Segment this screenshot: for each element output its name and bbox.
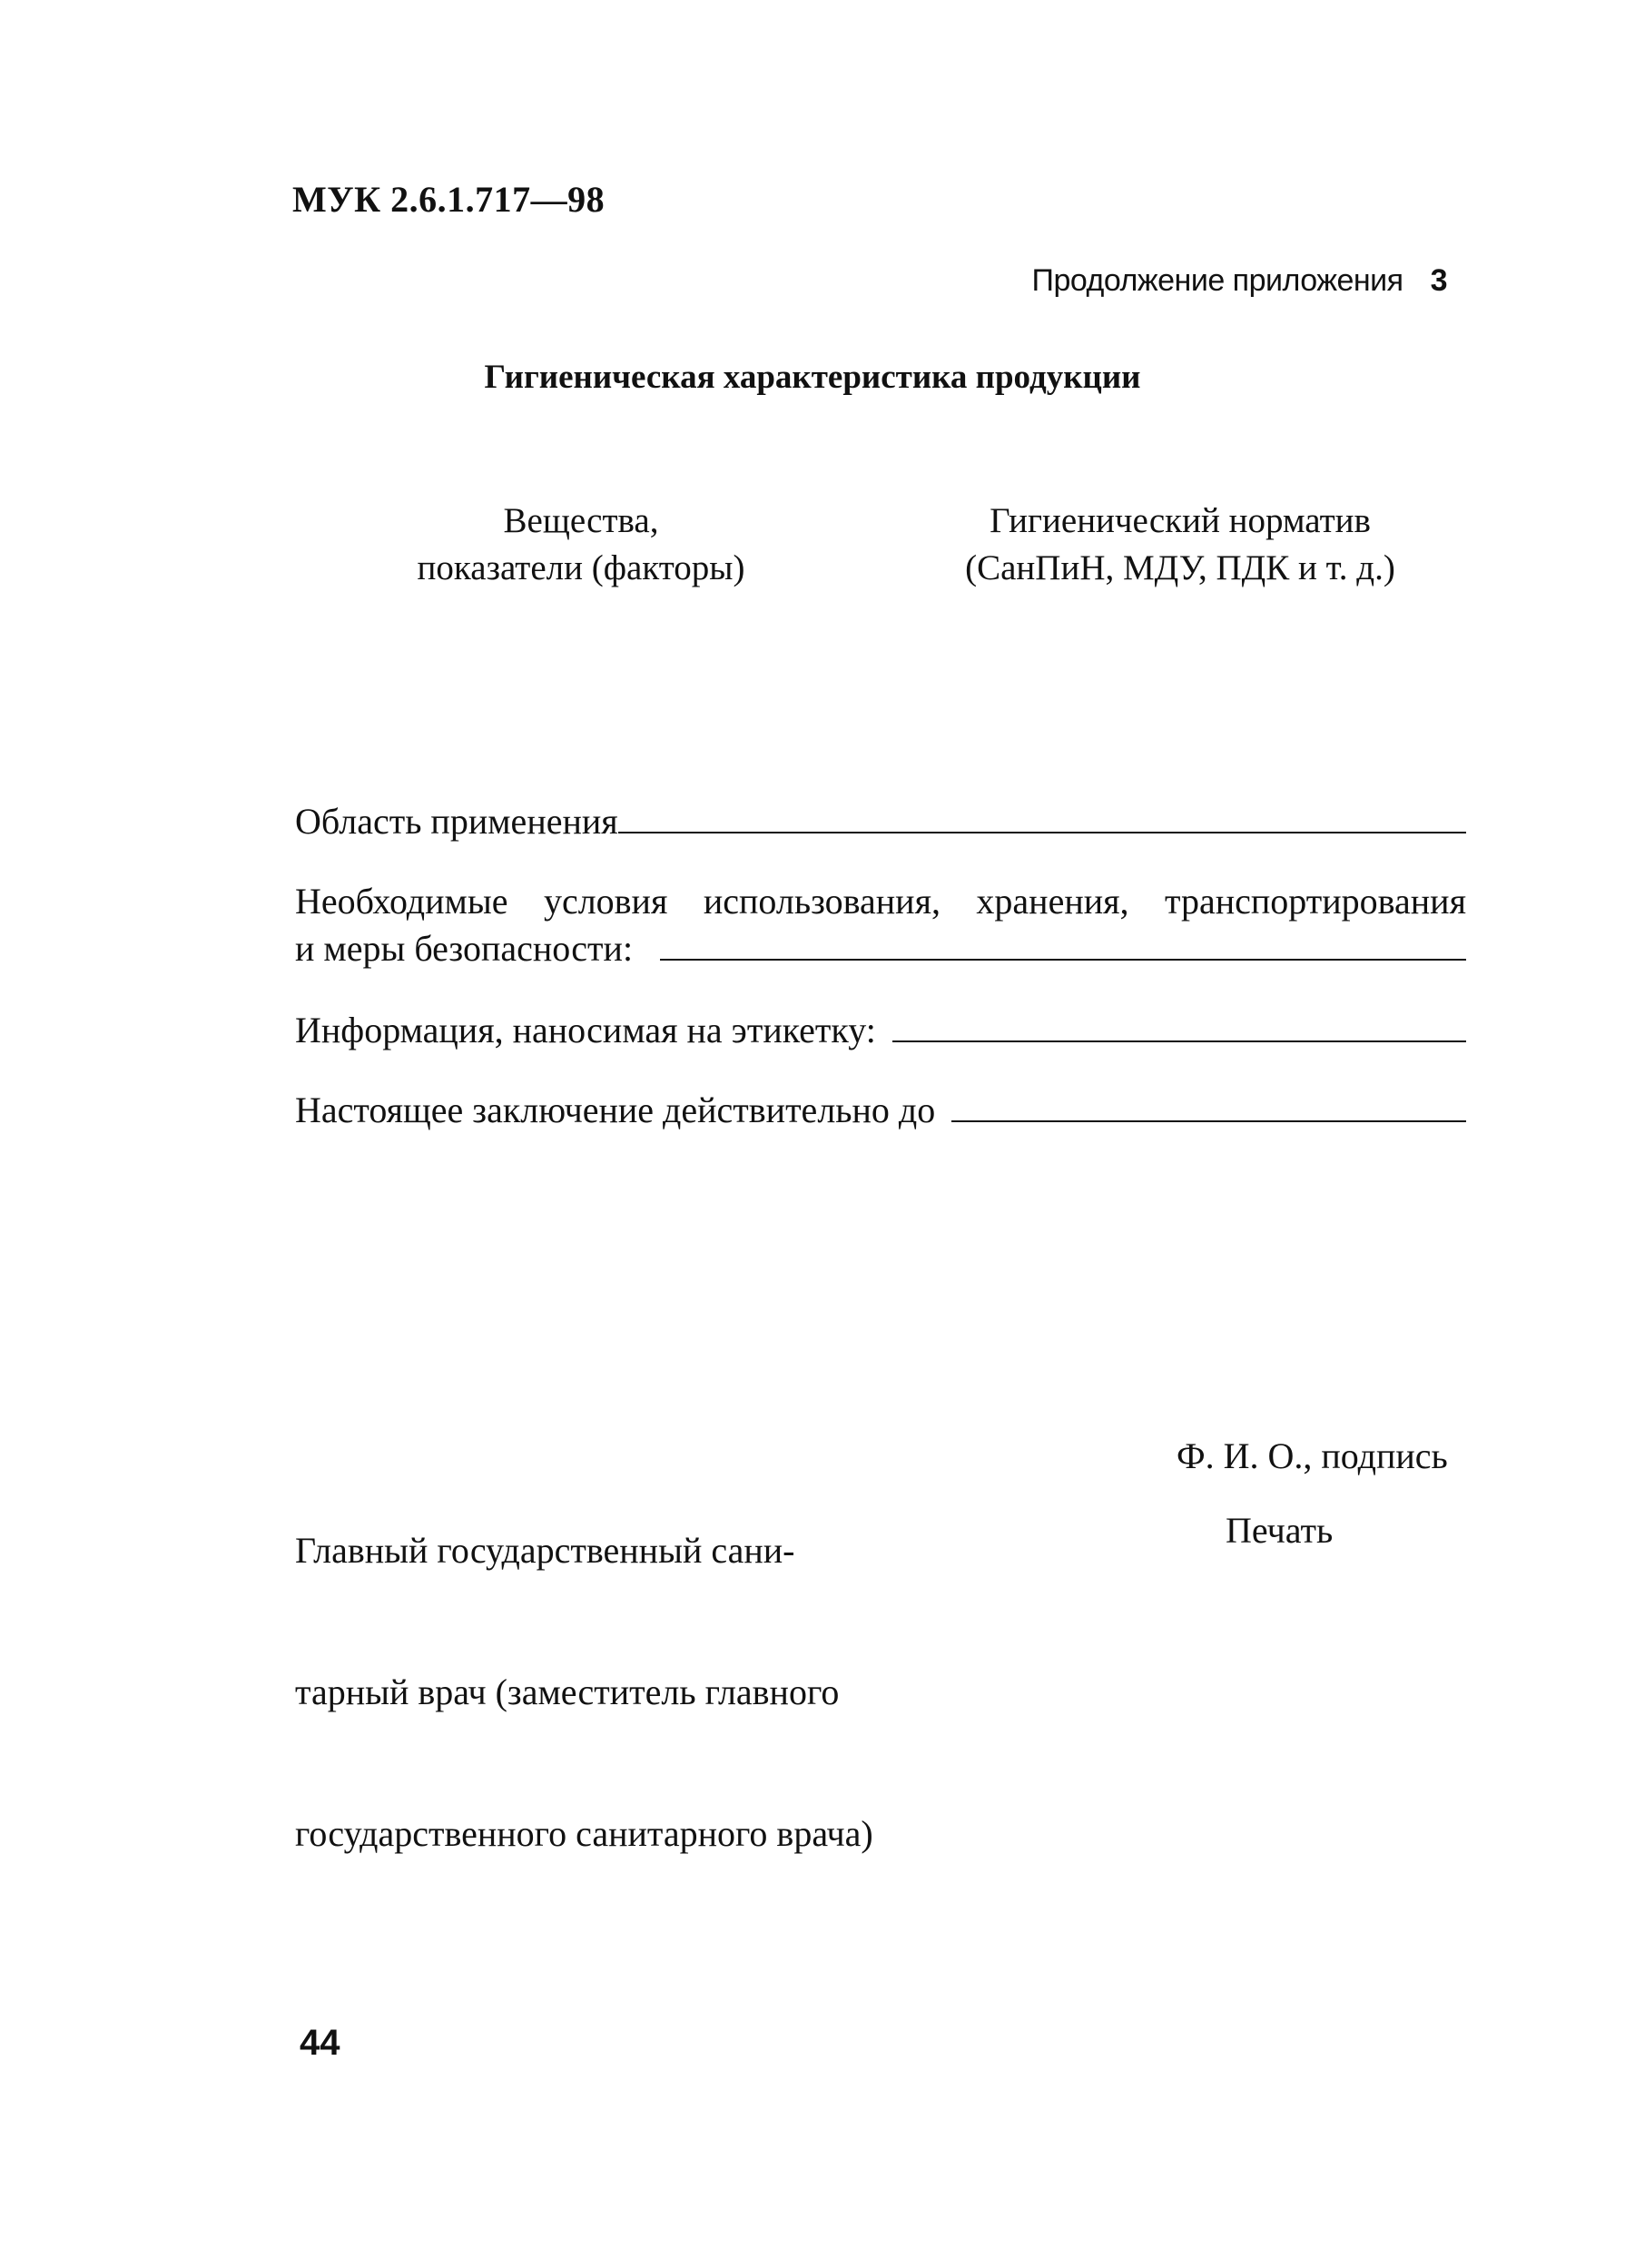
label-info-field xyxy=(295,1008,1466,1053)
section-title: Гигиеническая характеристика продукции xyxy=(484,359,1141,396)
valid-until-label: Настоящее заключение действительно до xyxy=(295,1090,936,1130)
conditions-blank-line xyxy=(660,959,1466,961)
column-header-substances-line1: Вещества, xyxy=(503,501,659,540)
appendix-number: 3 xyxy=(1430,263,1447,298)
valid-until-blank-line xyxy=(951,1120,1466,1122)
column-header-norm-line2: (СанПиН, МДУ, ПДК и т. д.) xyxy=(965,548,1395,587)
column-header-substances xyxy=(345,498,817,592)
document-code: МУК 2.6.1.717—98 xyxy=(292,179,606,220)
scope-label: Область применения xyxy=(295,801,618,842)
column-header-norm xyxy=(899,498,1462,592)
conditions-label-line1: Необходимые условия использования, хранения, транспортирования xyxy=(295,881,1466,922)
signer-title-line2: тарный врач (заместитель главного xyxy=(295,1671,840,1712)
column-header-norm-line1: Гигиенический норматив xyxy=(990,501,1371,540)
stamp-label: Печать xyxy=(1226,1510,1334,1551)
column-header-substances-line2: показатели (факторы) xyxy=(417,548,745,587)
continuation-label: Продолжение приложения xyxy=(1031,263,1403,298)
scope-field xyxy=(295,799,1466,844)
label-info-blank-line xyxy=(892,1040,1466,1042)
valid-until-field xyxy=(295,1088,1466,1133)
label-info-label: Информация, наносимая на этикетку: xyxy=(295,1010,876,1050)
page-number: 44 xyxy=(300,2023,340,2063)
fio-signature-label: Ф. И. О., подпись xyxy=(1177,1435,1448,1476)
conditions-label-line2: и меры безопасности: xyxy=(295,928,634,969)
signer-title-line1: Главный государственный сани- xyxy=(295,1530,795,1571)
scope-blank-line xyxy=(618,832,1466,833)
appendix-continuation xyxy=(1032,263,1447,299)
signer-title-line3: государственного санитарного врача) xyxy=(295,1813,873,1854)
conditions-field xyxy=(295,926,1466,971)
signer-title xyxy=(295,1433,873,1905)
